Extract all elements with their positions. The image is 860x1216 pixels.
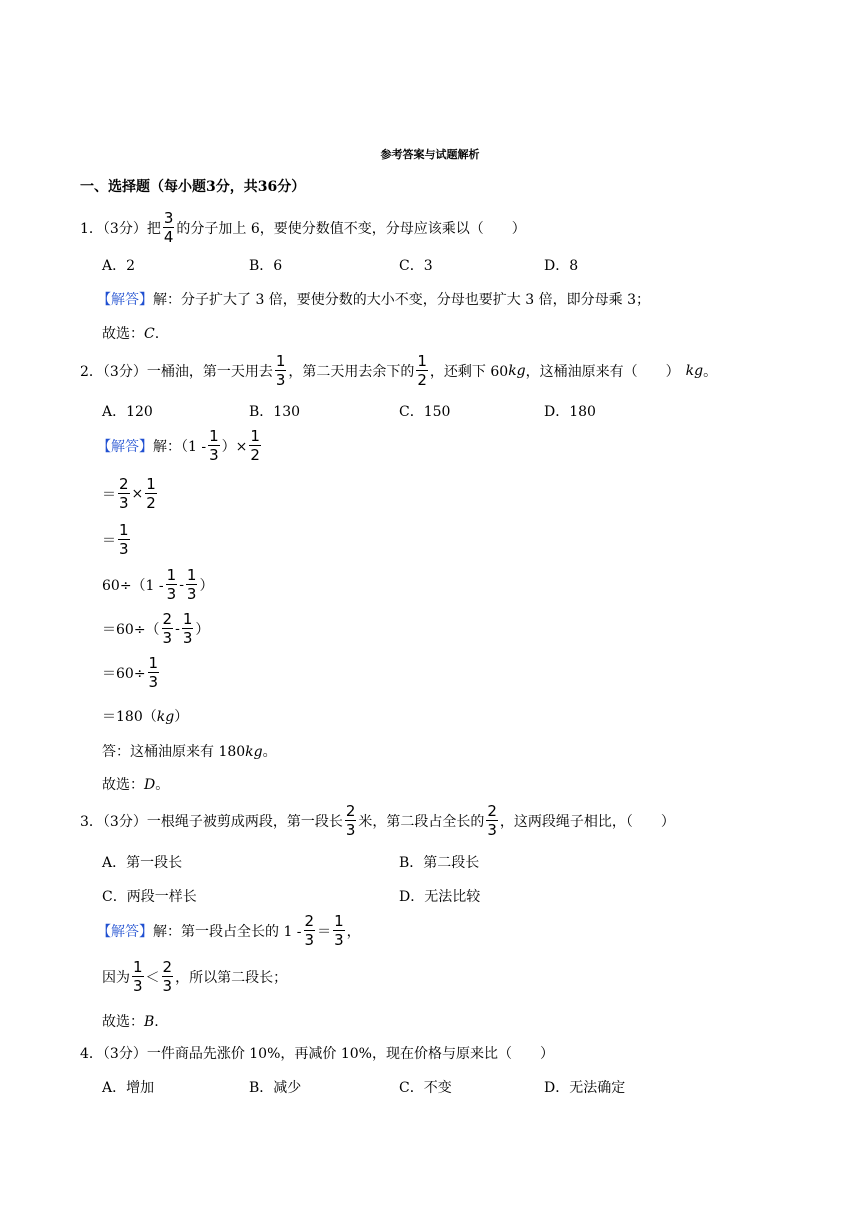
sol-text: 因为 xyxy=(102,970,130,986)
q3-answer-line-2 xyxy=(102,960,287,994)
frac-1-3 xyxy=(166,568,178,602)
q2-suffix2: 。 xyxy=(703,364,718,380)
frac-2-3 xyxy=(304,914,316,948)
frac-num: 1 xyxy=(417,352,427,370)
q1-option-b: B．6 xyxy=(249,258,283,274)
frac-num: 1 xyxy=(334,912,344,930)
frac-num: 1 xyxy=(146,475,156,493)
q2-choice xyxy=(102,778,169,792)
answer-tag: 【解答】 xyxy=(97,439,153,455)
q2-sol-line-3 xyxy=(102,523,132,557)
frac-den: 3 xyxy=(119,540,129,558)
q1-answer-text: 解：分子扩大了 3 倍，要使分数的大小不变，分母也要扩大 3 倍，即分母乘 3； xyxy=(153,292,650,308)
q3-choice xyxy=(102,1015,159,1029)
q2-mid: ，第二天用去余下的 xyxy=(288,364,415,380)
frac-num: 2 xyxy=(345,802,356,820)
frac-num: 2 xyxy=(162,958,173,976)
choice-prefix: 故选： xyxy=(102,326,144,342)
frac-den: 3 xyxy=(182,629,193,647)
frac-1-2 xyxy=(145,477,157,511)
q1-prefix: 1．（3分）把 xyxy=(80,221,161,237)
choice-end: 。 xyxy=(155,777,170,793)
q4-option-b: B．减少 xyxy=(249,1080,302,1096)
question-3 xyxy=(80,804,675,838)
frac-num: 1 xyxy=(250,427,260,445)
q4-option-c: C．不变 xyxy=(399,1080,452,1096)
frac-den: 2 xyxy=(250,446,260,464)
q1-option-c: C．3 xyxy=(399,258,433,274)
sol-text: 解：（1 - xyxy=(153,439,207,455)
frac-1-3 xyxy=(148,656,160,690)
frac-den: 3 xyxy=(119,494,129,512)
sol-text: ＝60÷（ xyxy=(102,622,160,638)
frac-den: 2 xyxy=(417,371,427,389)
question-4: 4．（3分）一件商品先涨价 10%，再减价 10%，现在价格与原来比（ ） xyxy=(80,1046,554,1062)
frac-num: 2 xyxy=(162,610,173,628)
frac-num: 1 xyxy=(148,654,159,672)
frac-num: 1 xyxy=(166,566,177,584)
frac-den: 3 xyxy=(162,629,173,647)
frac-num: 2 xyxy=(119,475,129,493)
frac-den: 2 xyxy=(146,494,156,512)
q1-choice xyxy=(102,327,159,341)
frac-num: 1 xyxy=(182,610,193,628)
reply-end: 。 xyxy=(262,744,277,760)
q2-sol-line-1 xyxy=(97,429,263,463)
frac-den: 3 xyxy=(133,977,143,995)
q4-option-a: A．增加 xyxy=(102,1080,155,1096)
q2-reply xyxy=(102,745,277,759)
q2-unit-2: kg xyxy=(685,363,704,379)
choice-prefix: 故选： xyxy=(102,1014,144,1030)
frac-den: 3 xyxy=(186,585,197,603)
q3-mid: 米，第二段占全长的 xyxy=(358,814,485,830)
frac-num: 2 xyxy=(487,802,497,820)
frac-1-3 xyxy=(208,429,220,463)
frac-den: 3 xyxy=(166,585,177,603)
q2-mid2: ，还剩下 60 xyxy=(429,364,509,380)
q2-sol-line-6 xyxy=(102,656,161,690)
reply-unit: kg xyxy=(245,744,263,760)
sol-text: - xyxy=(175,621,180,637)
q2-sol-line-7 xyxy=(102,710,188,724)
q3-fraction-2 xyxy=(486,804,498,838)
frac-2-3 xyxy=(162,612,174,646)
q2-option-b: B．130 xyxy=(249,404,301,420)
sol-text: ＝ xyxy=(317,924,332,940)
sol-text: - xyxy=(179,577,184,593)
choice-end: . xyxy=(154,326,160,342)
q3-option-c: C．两段一样长 xyxy=(102,889,197,905)
choice-letter: D xyxy=(144,777,156,793)
frac-2-3 xyxy=(118,477,130,511)
sol-text: ＝60÷ xyxy=(102,666,146,682)
sol-unit: kg xyxy=(156,709,175,725)
frac-den: 3 xyxy=(148,673,159,691)
sol-text: ） xyxy=(174,709,189,725)
sol-text: ） xyxy=(195,622,210,638)
question-2 xyxy=(80,354,717,388)
q2-fraction-2 xyxy=(416,354,428,388)
q2-sol-line-2 xyxy=(102,477,159,511)
page-title: 参考答案与试题解析 xyxy=(380,148,480,161)
question-1 xyxy=(80,211,526,245)
q2-option-a: A．120 xyxy=(102,404,153,420)
q3-fraction-1 xyxy=(345,804,357,838)
frac-num: 3 xyxy=(163,209,174,227)
sol-text: ＜ xyxy=(145,970,160,986)
frac-num: 1 xyxy=(133,958,143,976)
q1-suffix: 的分子加上 6，要使分数值不变，分母应该乘以（ ） xyxy=(176,221,526,237)
frac-num: 1 xyxy=(186,566,197,584)
reply-text: 答：这桶油原来有 180 xyxy=(102,744,246,760)
q2-unit: kg xyxy=(508,363,526,379)
answer-tag: 【解答】 xyxy=(97,292,153,308)
q2-fraction-1 xyxy=(275,354,287,388)
sol-text: ＝ xyxy=(102,533,116,549)
frac-1-3 xyxy=(186,568,198,602)
sol-text: ， xyxy=(346,924,361,940)
sol-text: × xyxy=(131,486,144,502)
frac-den: 3 xyxy=(304,931,315,949)
frac-den: 3 xyxy=(487,821,497,839)
q2-suffix: ，这桶油原来有（ ） xyxy=(525,364,680,380)
sol-text: ＝180（ xyxy=(102,709,157,725)
sol-text: ，所以第二段长； xyxy=(175,970,288,986)
q4-option-d: D．无法确定 xyxy=(544,1080,626,1096)
q1-option-a: A．2 xyxy=(102,258,136,274)
frac-num: 1 xyxy=(209,427,219,445)
frac-1-3 xyxy=(132,960,144,994)
frac-num: 1 xyxy=(119,521,129,539)
q3-option-d: D．无法比较 xyxy=(399,889,481,905)
sol-text: ＝ xyxy=(102,487,116,503)
q2-sol-line-4 xyxy=(102,568,213,602)
frac-1-3 xyxy=(118,523,130,557)
q2-sol-line-5 xyxy=(102,612,209,646)
frac-1-3 xyxy=(333,914,345,948)
frac-2-3 xyxy=(162,960,174,994)
frac-den: 3 xyxy=(209,446,219,464)
q3-prefix: 3．（3分）一根绳子被剪成两段，第一段长 xyxy=(80,814,343,830)
frac-den: 3 xyxy=(334,931,344,949)
frac-den: 3 xyxy=(275,371,286,389)
frac-den: 3 xyxy=(162,977,173,995)
frac-num: 2 xyxy=(304,912,315,930)
q2-prefix: 2．（3分）一桶油，第一天用去 xyxy=(80,364,273,380)
frac-1-3 xyxy=(182,612,194,646)
choice-end: . xyxy=(154,1014,159,1030)
choice-prefix: 故选： xyxy=(102,777,144,793)
q3-option-a: A．第一段长 xyxy=(102,855,183,871)
q2-option-d: D．180 xyxy=(544,404,596,420)
q1-fraction xyxy=(163,211,175,245)
frac-1-2 xyxy=(249,429,261,463)
frac-num: 1 xyxy=(275,352,286,370)
sol-text: ）× xyxy=(221,439,248,455)
sol-text: 解：第一段占全长的 1 - xyxy=(153,924,302,940)
sol-text: 60÷（1 - xyxy=(102,578,164,594)
choice-letter: C xyxy=(144,326,155,342)
q2-option-c: C．150 xyxy=(399,404,451,420)
q3-option-b: B．第二段长 xyxy=(399,855,480,871)
choice-letter: B xyxy=(144,1014,155,1030)
answer-tag: 【解答】 xyxy=(97,924,153,940)
q3-answer-line-1 xyxy=(97,914,361,948)
frac-den: 4 xyxy=(163,228,174,246)
q1-answer xyxy=(97,293,650,307)
q3-suffix: ，这两段绳子相比，（ ） xyxy=(499,814,675,830)
section-heading: 一、选择题（每小题3分，共36分） xyxy=(80,179,306,195)
sol-text: ） xyxy=(199,578,214,594)
frac-den: 3 xyxy=(345,821,356,839)
q1-option-d: D．8 xyxy=(544,258,579,274)
